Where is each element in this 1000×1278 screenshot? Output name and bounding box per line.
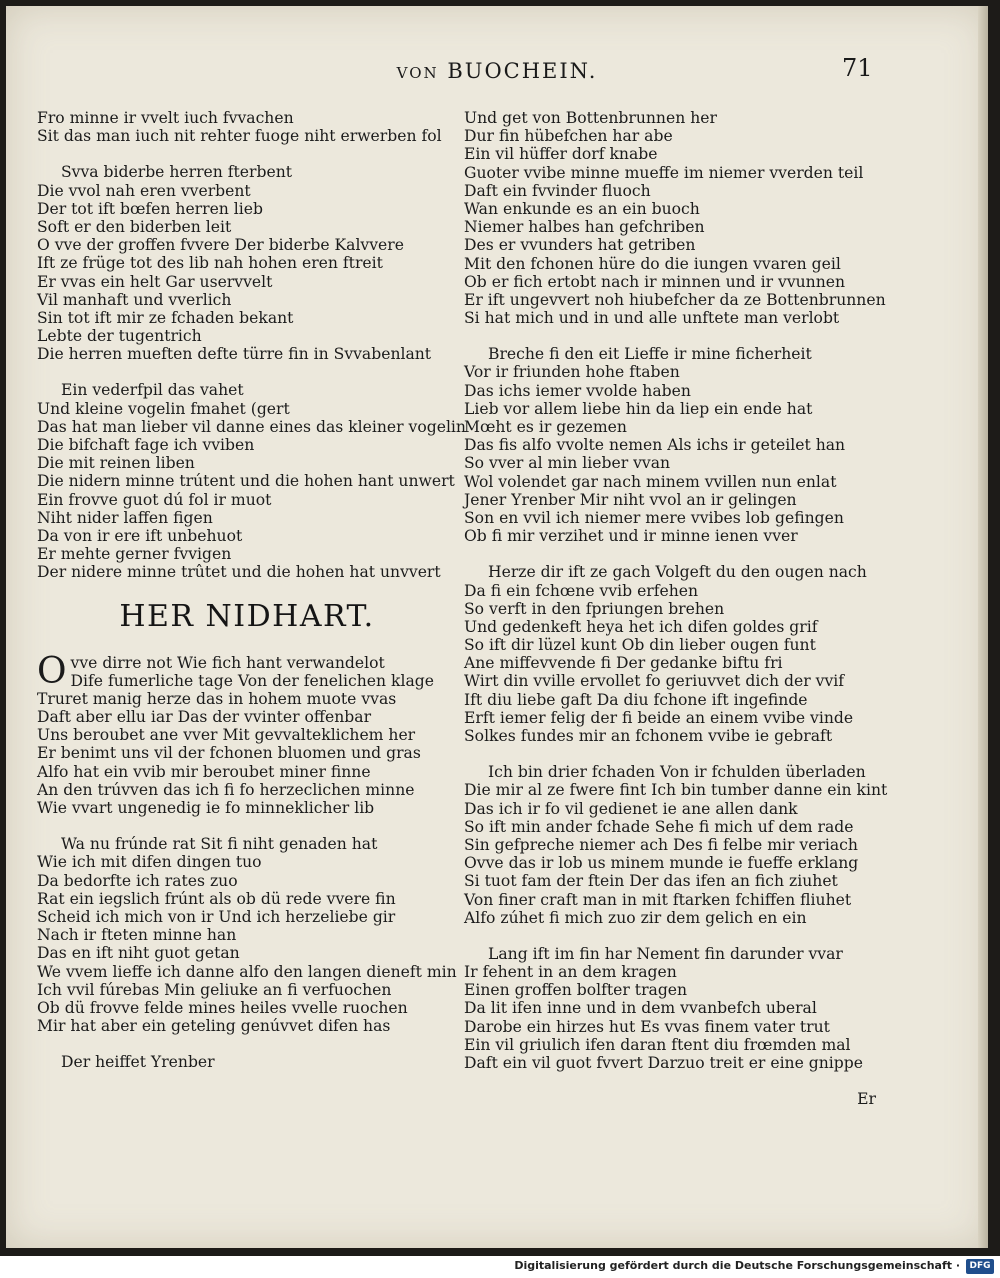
verse-line: Ich vvil fúrebas Min geliuke an fi verfuochen [37,980,392,999]
verse-line: Lebte der tugentrich [37,327,202,346]
verse-line: Die vvol nah eren vverbent [37,181,251,200]
verse-line: O vve der groffen fvvere Der biderbe Kalvvere [37,236,404,255]
verse-line: Sin tot ift mir ze fchaden bekant [37,308,294,327]
verse-line: So vver al min lieber vvan [464,454,671,473]
verse-line: Daft ein vil guot fvvert Darzuo treit er eine gnippe [464,1054,863,1072]
verse-line: Der nidere minne trûtet und die hohen hat unvvert [37,563,441,582]
verse-line: Und get von Bottenbrunnen her [464,109,717,127]
verse-line: Daft ein fvvinder fluoch [464,181,651,200]
verse-line: Die mir al ze fwere fint Ich bin tumber danne ein kint [464,781,888,800]
verse-line: Svva biderbe herren fterbent [61,163,293,182]
verse-line: Sit das man iuch nit rehter fuoge niht erwerben fol [37,127,442,146]
verse-line: Ob fi mir verzihet und ir minne ienen vver [464,527,798,546]
funding-notice: Digitalisierung gefördert durch die Deutsche Forschungsgemeinschaft · [514,1259,960,1272]
verse-line: Uns beroubet ane vver Mit gevvalteklichem her [37,726,416,745]
digitization-footer [0,1256,1000,1278]
running-head [6,59,988,83]
verse-line: Ob dü frovve felde mines heiles vvelle ruochen [37,998,408,1017]
verse-line: Ir fehent in an dem kragen [464,963,677,982]
verse-line: So ift min ander fchade Sehe fi mich uf dem rade [464,817,854,836]
verse-line: Wan enkunde es an ein buoch [464,199,700,218]
verse-line: Nach ir fteten minne han [37,926,237,945]
verse-line: Alfo zúhet fi mich zuo zir dem gelich en ein [464,908,807,927]
verse-line: An den trúvven das ich fi fo herzeclichen minne [37,780,415,799]
verse-line: So verft in den fpriungen brehen [464,599,725,618]
verse-line: Der tot ift bœfen herren lieb [37,199,263,218]
stanza [37,163,457,363]
stanza [464,563,884,745]
verse-line: Dur fin hübefchen har abe [464,127,673,146]
stanza [37,381,466,582]
verse-line: Ane miffevvende fi Der gedanke biftu fri [464,654,783,673]
verse-line: Lang ift im fin har Nement fin darunder vvar [488,944,843,963]
stanza [37,835,457,1035]
verse-line: Rat ein iegslich frúnt als ob dü rede vvere fin [37,889,396,908]
verse-line: Das ichs iemer vvolde haben [464,381,691,400]
verse-line: Er mehte gerner fvvigen [37,545,232,564]
verse-line: Da bedorfte ich rates zuo [37,871,238,890]
verse-line: Wirt din vville ervollet fo geriuvvet dich der vvif [464,672,845,691]
verse-line: Alfo hat ein vvib mir beroubet miner finne [37,762,371,781]
verse-line: We vvem lieffe ich danne alfo den langen dieneft min [37,962,457,981]
verse-line: Soft er den biderben leit [37,217,232,236]
verse-line: Jener Yrenber Mir niht vvol an ir gelingen [464,490,797,509]
verse-line: Ich bin drier fchaden Von ir fchulden überladen [488,763,866,782]
verse-line: Darobe ein hirzes hut Es vvas finem vater trut [464,1017,830,1036]
stanza [464,345,884,545]
stanza [37,109,457,145]
catchword: Er [857,1090,876,1109]
verse-line: Scheid ich mich von ir Und ich herzeliebe gir [37,907,396,926]
verse-line: Herze dir ift ze gach Volgeft du den ougen nach [488,563,867,582]
verse-line: Die mit reinen liben [37,454,195,473]
verse-line: Ein vederfpil das vahet [61,381,244,400]
verse-line: Truret manig herze das in hohem muote vvas [37,689,397,708]
left-column [37,109,466,1089]
verse-line: Niemer halbes han gefchriben [464,218,705,237]
verse-line: Vil manhaft und vverlich [37,290,232,309]
verse-line: Des er vvunders hat getriben [464,236,696,255]
drop-cap: O [37,650,67,692]
verse-line: Wie ich mit difen dingen tuo [37,853,262,872]
verse-line: Guoter vvibe minne mueffe im niemer vverden teil [464,163,864,182]
stanza [464,945,884,1072]
verse-line: vve dirre not Wie fich hant verwandelot [70,653,385,672]
section-title: HER NIDHART. [119,598,375,634]
verse-line: Da von ir ere ift unbehuot [37,526,243,545]
verse-line: Und kleine vogelin fmahet (gert [37,399,290,418]
verse-line: Si tuot fam der ftein Der das ifen an fich ziuhet [464,872,838,891]
verse-line: Ift diu liebe gaft Da diu fchone ift ingefinde [464,690,808,709]
verse-line: Ob er fich ertobt nach ir minnen und ir vvunnen [464,272,846,291]
verse-line: Die bifchaft fage ich vviben [37,436,255,454]
verse-line: Solkes fundes mir an fchonem vvibe ie gebraft [464,727,833,745]
verse-line: Wie vvart ungenedig ie fo minneklicher lib [37,799,375,817]
verse-line: Und gedenkeft heya het ich difen goldes grif [464,617,818,636]
verse-line: Von finer craft man in mit ftarken fchiffen fliuhet [464,890,852,909]
verse-line: Er vvas ein helt Gar uservvelt [37,272,273,291]
verse-line: Die herren mueften defte türre fin in Svvabenlant [37,345,432,364]
verse-line: Ein frovve guot dú fol ir muot [37,490,272,509]
book-page [6,6,988,1248]
verse-line: Der heiffet Yrenber [61,1053,215,1072]
running-head-title: BUOCHEIN. [447,59,598,83]
verse-line: Si hat mich und in und alle unftete man verlobt [464,309,840,328]
verse-line: Mir hat aber ein geteling genúvvet difen has [37,1017,391,1036]
verse-line: Das fis alfo vvolte nemen Als ichs ir geteilet han [464,436,846,455]
verse-line: Ift ze früge tot des lib nah hohen eren ftreit [37,254,383,273]
verse-line: Niht nider laffen figen [37,508,213,527]
verse-line: Das hat man lieber vil danne eines das kleiner vogelin [37,417,466,436]
verse-line: Das ich ir fo vil gedienet ie ane allen dank [464,799,798,818]
stanza [37,650,457,818]
verse-line: Dife fumerliche tage Von der fenelichen klage [70,671,434,690]
verse-line: Ein vil hüffer dorf knabe [464,145,658,164]
verse-line: Mœht es ir gezemen [464,418,627,436]
verse-line: Sin gefpreche niemer ach Des fi felbe mir veriach [464,835,858,854]
right-column [464,109,888,1109]
verse-line: Er ift ungevvert noh hiubefcher da ze Bottenbrunnen [464,290,886,309]
verse-line: Da lit ifen inne und in dem vvanbefch uberal [464,999,817,1018]
verse-line: Einen groffen bolfter tragen [464,981,688,1000]
verse-line: Son en vvil ich niemer mere vvibes lob gefingen [464,508,844,527]
verse-line: Fro minne ir vvelt iuch fvvachen [37,109,294,127]
verse-line: Lieb vor allem liebe hin da liep ein ende hat [464,399,813,418]
dfg-logo: DFG [966,1259,994,1274]
page-number: 71 [842,54,873,82]
verse-line: Breche fi den eit Lieffe ir mine ficherheit [488,345,812,364]
verse-line: Wa nu frúnde rat Sit fi niht genaden hat [61,835,378,854]
stanza [464,109,884,327]
verse-line: Vor ir friunden hohe ftaben [464,363,680,382]
verse-line: Er benimt uns vil der fchonen bluomen und gras [37,744,421,763]
verse-line: Ein vil griulich ifen daran ftent diu frœmden mal [464,1035,851,1054]
verse-line: So ift dir lüzel kunt Ob din lieber ougen funt [464,636,816,655]
verse-line: Wol volendet gar nach minem vvillen nun enlat [464,472,837,491]
stanza [464,763,888,927]
verse-line: Da fi ein fchœne vvib erfehen [464,581,699,600]
verse-line: Ovve das ir lob us minem munde ie fueffe erklang [464,854,859,873]
verse-line: Erft iemer felig der fi beide an einem vvibe vinde [464,708,854,727]
stanza [37,1053,457,1071]
verse-line: Daft aber ellu iar Das der vvinter offenbar [37,708,372,727]
verse-line: Mit den fchonen hüre do die iungen vvaren geil [464,254,841,273]
verse-line: Die nidern minne trútent und die hohen hant unwert [37,472,455,491]
running-head-prefix: VON [396,64,439,82]
verse-line: Das en ift niht guot getan [37,944,240,963]
